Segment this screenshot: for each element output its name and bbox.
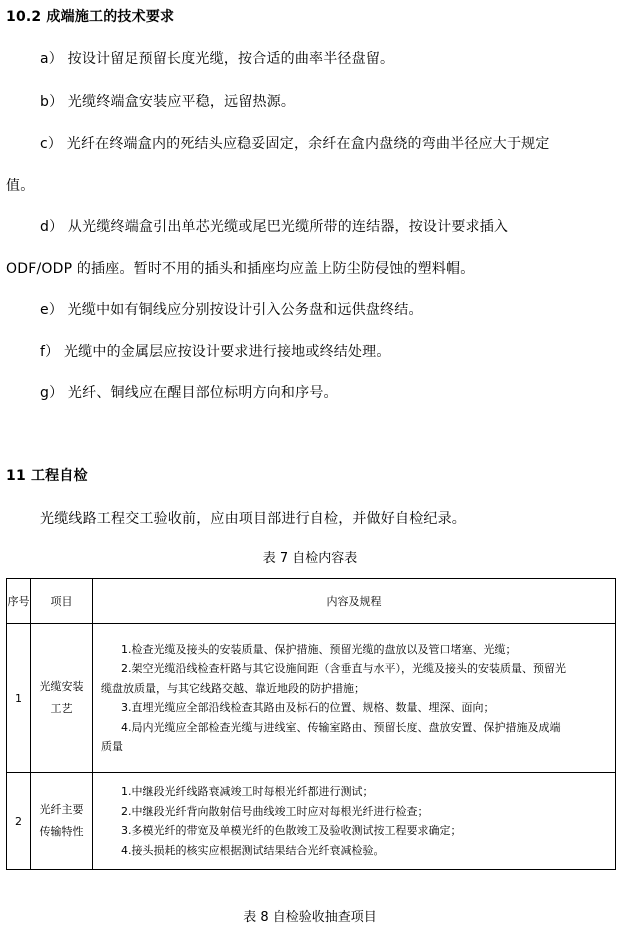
content-line: 4.局内光缆应全部检查光缆与进线室、传输室路由、预留长度、盘放安置、保护措施及成端 (121, 720, 561, 734)
row-content (93, 773, 616, 870)
item-d-line-1: d） 从光缆终端盒引出单芯光缆或尾巴光缆所带的连结器，按设计要求插入 (40, 219, 509, 235)
content-line: 质量 (101, 740, 123, 753)
header-content: 内容及规程 (93, 579, 616, 624)
header-item: 项目 (31, 579, 93, 624)
row-item: 光缆安装工艺 (31, 624, 93, 773)
content-line: 缆盘放质量，与其它线路交越、靠近地段的防护措施； (101, 681, 365, 695)
table-row (7, 624, 616, 773)
content-line: 3.多模光纤的带宽及单模光纤的色散竣工及验收测试按工程要求确定； (121, 824, 462, 837)
item-f: f） 光缆中的金属层应按设计要求进行接地或终结处理。 (40, 344, 391, 360)
section-11-heading: 11 工程自检 (6, 468, 88, 484)
section-10-2-heading: 10.2 成端施工的技术要求 (6, 9, 175, 25)
section-11-intro: 光缆线路工程交工验收前，应由项目部进行自检，并做好自检纪录。 (40, 511, 466, 527)
item-b: b） 光缆终端盒安装应平稳，远留热源。 (40, 94, 296, 110)
table-8-caption: 表 8 自检验收抽查项目 (243, 910, 377, 925)
row-item: 光纤主要传输特性 (31, 773, 93, 870)
content-line: 2.架空光缆沿线检查杆路与其它设施间距（含垂直与水平），光缆及接头的安装质量、预留光 (121, 662, 566, 675)
content-line: 2.中继段光纤背向散射信号曲线竣工时应对每根光纤进行检查； (121, 804, 429, 818)
table-7 (6, 578, 616, 870)
table-row (7, 773, 616, 870)
content-line: 1.中继段光纤线路衰减竣工时每根光纤都进行测试； (121, 785, 374, 798)
item-d-line-2: ODF/ODP 的插座。暂时不用的插头和插座均应盖上防尘防侵蚀的塑料帽。 (6, 261, 475, 277)
table-header-row (7, 579, 616, 624)
table-7-caption: 表 7 自检内容表 (262, 551, 358, 566)
item-c-line-2: 值。 (6, 178, 35, 194)
header-no: 序号 (7, 579, 31, 624)
row-content (93, 624, 616, 773)
row-no: 2 (7, 773, 31, 870)
item-e: e） 光缆中如有铜线应分别按设计引入公务盘和远供盘终结。 (40, 302, 423, 318)
item-g: g） 光纤、铜线应在醒目部位标明方向和序号。 (40, 385, 338, 401)
content-line: 1.检查光缆及接头的安装质量、保护措施、预留光缆的盘放以及管口堵塞、光缆； (121, 642, 517, 656)
row-no: 1 (7, 624, 31, 773)
content-line: 3.直埋光缆应全部沿线检查其路由及标石的位置、规格、数量、埋深、面向； (121, 701, 495, 714)
item-c-line-1: c） 光纤在终端盒内的死结头应稳妥固定，余纤在盒内盘绕的弯曲半径应大于规定 (40, 136, 550, 152)
content-line: 4.接头损耗的核实应根据测试结果结合光纤衰减检验。 (121, 843, 385, 857)
item-a: a） 按设计留足预留长度光缆，按合适的曲率半径盘留。 (40, 51, 395, 67)
